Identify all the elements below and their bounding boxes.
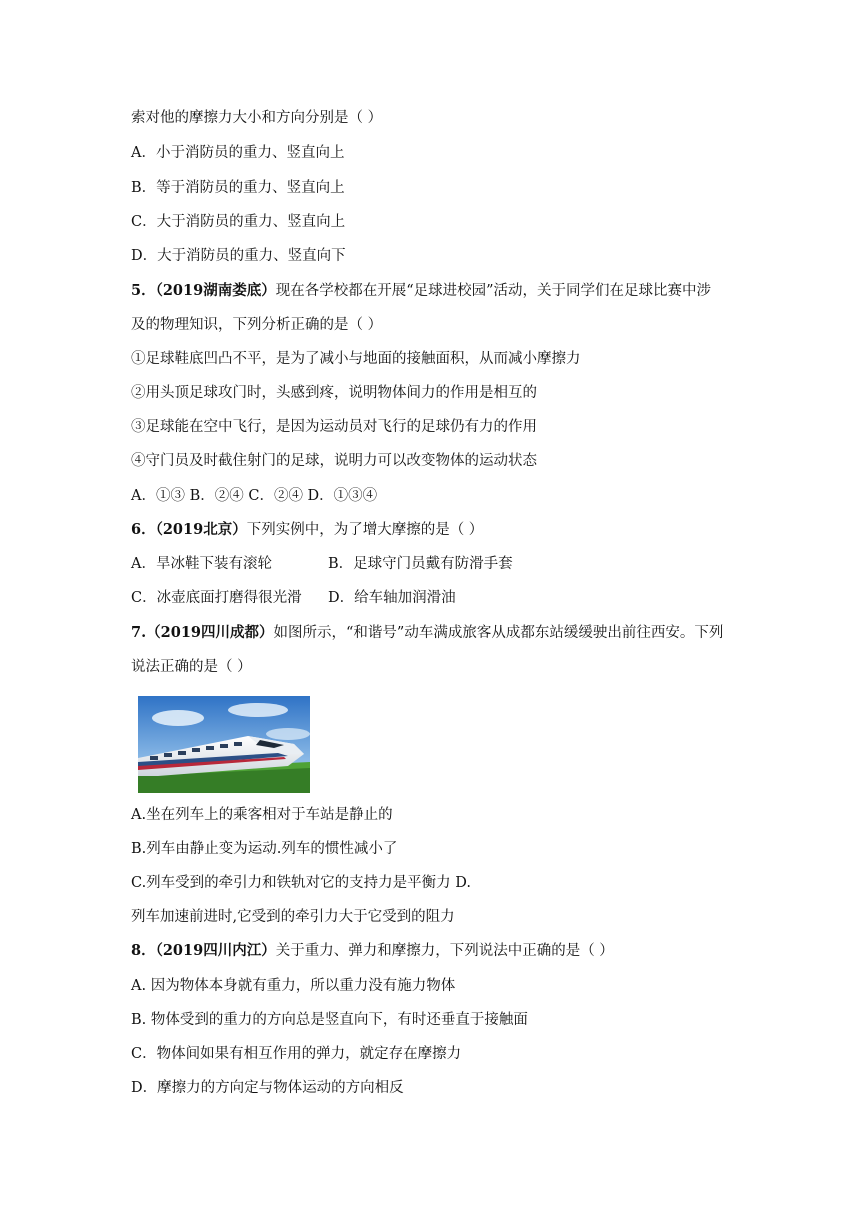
option-b: B.列车由静止变为运动.列车的惯性减小了 [131,841,398,857]
option-d: 列车加速前进时,它受到的牵引力大于它受到的阻力 [131,909,455,925]
option-b: B．等于消防员的重力、竖直向上 [131,180,345,196]
question-source: （2019四川成都） [146,624,274,641]
option-c: C.列车受到的牵引力和铁轨对它的支持力是平衡力 D. [131,875,472,891]
option-c: C．大于消防员的重力、竖直向上 [131,214,346,230]
option-a: A.坐在列车上的乘客相对于车站是静止的 [131,807,393,823]
option-a: A．旱冰鞋下装有滚轮 [131,556,272,572]
question-text: 如图所示，“和谐号”动车满成旅客从成都东站缓缓驶出前往西安。下列 [273,625,724,641]
option-d: D．大于消防员的重力、竖直向下 [131,248,346,264]
text-line: 及的物理知识，下列分析正确的是（ ） [131,317,383,333]
question-8 [131,941,614,961]
question-text: 下列实例中，为了增大摩擦的是（ ） [246,522,484,538]
option-d: D．给车轴加润滑油 [328,590,456,606]
statement-2: ②用头顶足球攻门时，头感到疼，说明物体间力的作用是相互的 [131,385,537,401]
question-source: （2019四川内江） [155,942,276,959]
question-7 [131,623,723,643]
option-b: B．足球守门员戴有防滑手套 [328,556,513,572]
text-line: 索对他的摩擦力大小和方向分别是（ ） [131,110,383,126]
question-source: （2019湖南娄底） [155,282,276,299]
statement-3: ③足球能在空中飞行，是因为运动员对飞行的足球仍有力的作用 [131,419,537,435]
question-text: 关于重力、弹力和摩擦力，下列说法中正确的是（ ） [275,943,614,959]
statement-4: ④守门员及时截住射门的足球，说明力可以改变物体的运动状态 [131,453,537,469]
option-b: B. 物体受到的重力的方向总是竖直向下，有时还垂直于接触面 [131,1012,528,1028]
train-photo [138,696,310,793]
question-source: （2019北京） [155,521,247,538]
option-a: A. 因为物体本身就有重力，所以重力没有施力物体 [131,978,456,994]
option-d: D．摩擦力的方向定与物体运动的方向相反 [131,1080,404,1096]
train-illustration [138,696,310,793]
statement-1: ①足球鞋底凹凸不平，是为了减小与地面的接触面积，从而减小摩擦力 [131,351,581,367]
question-6 [131,520,483,540]
question-number: 6． [131,521,156,538]
option-a: A．小于消防员的重力、竖直向上 [131,145,345,161]
text-line: 说法正确的是（ ） [131,659,252,675]
question-number: 8． [131,942,156,959]
options-row: A．①③ B．②④ C．②④ D．①③④ [131,488,378,504]
option-c: C．冰壶底面打磨得很光滑 [131,590,302,606]
question-text: 现在各学校都在开展“足球进校园”活动，关于同学们在足球比赛中涉 [275,283,712,299]
option-c: C．物体间如果有相互作用的弹力，就定存在摩擦力 [131,1046,462,1062]
question-5 [131,281,711,301]
question-number: 7. [131,624,147,641]
question-number: 5． [131,282,156,299]
